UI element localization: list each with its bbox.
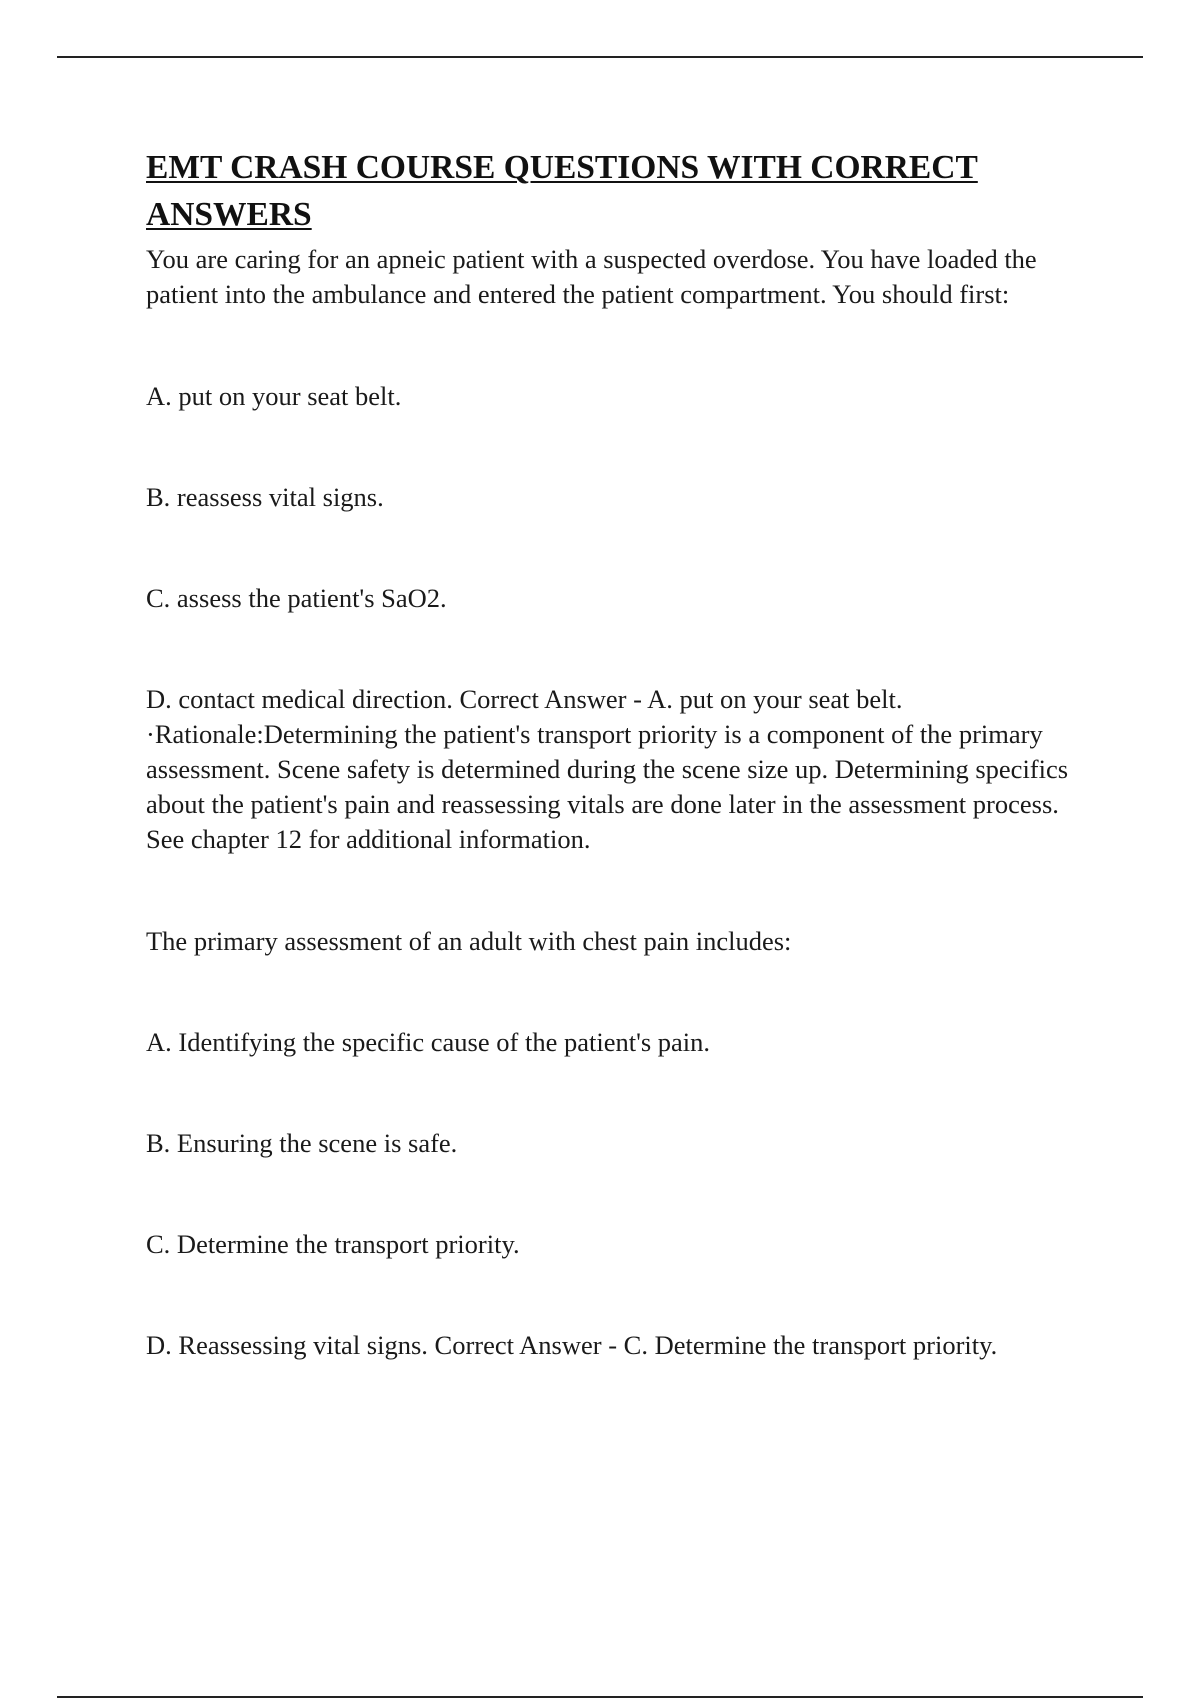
question-2-option-b: B. Ensuring the scene is safe.	[146, 1128, 458, 1158]
question-1-option-a: A. put on your seat belt.	[146, 381, 402, 411]
document-title: EMT CRASH COURSE QUESTIONS WITH CORRECT ANSWERS	[146, 149, 978, 233]
question-1-option-b: B. reassess vital signs.	[146, 482, 384, 512]
question-2-option-a: A. Identifying the specific cause of the patient's pain.	[146, 1027, 711, 1057]
question-1-stem: You are caring for an apneic patient with a suspected overdose. You have loaded the patient into the ambulance and entered the patient compartment. You should first:	[146, 244, 1037, 309]
page-top-rule	[57, 56, 1143, 58]
question-1-option-c: C. assess the patient's SaO2.	[146, 583, 447, 613]
question-1-option-d-answer: D. contact medical direction. Correct Answer - A. put on your seat belt. ·Rationale:Determining the patient's transport priority is a component of the primary assessment. Scene safety is determined during the scene size up. Determining specifics about the patient's pain and reassessing vitals are done later in the assessment process. See chapter 12 for additional information.	[146, 684, 1069, 854]
question-2-stem: The primary assessment of an adult with chest pain includes:	[146, 926, 792, 956]
page-bottom-rule	[57, 1696, 1143, 1698]
question-2-option-c: C. Determine the transport priority.	[146, 1229, 520, 1259]
document-body	[146, 144, 1086, 1363]
question-2-option-d-answer: D. Reassessing vital signs. Correct Answer - C. Determine the transport priority.	[146, 1330, 998, 1360]
